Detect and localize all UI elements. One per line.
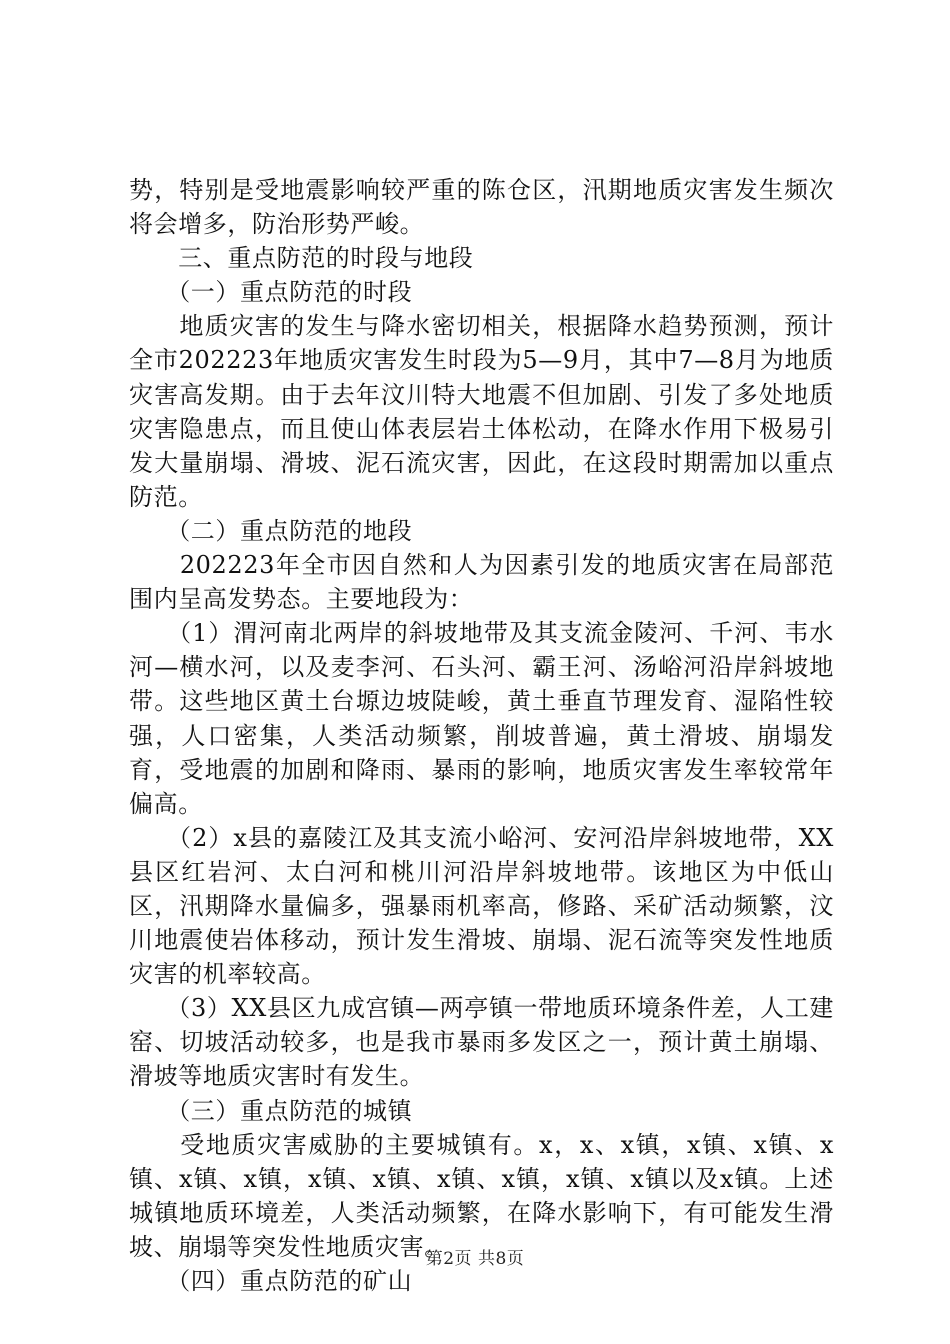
paragraph-time-periods: 地质灾害的发生与降水密切相关，根据降水趋势预测，预计全市202223年地质灾害发生时段为5—9月，其中7—8月为地质灾害高发期。由于去年汶川特大地震不但加剧、引发了多处地质灾害隐患点，而且使山体表层岩土体松动，在降水作用下极易引发大量崩塌、滑坡、泥石流灾害，因此，在这段时期需加以重点防范。 (129, 312, 834, 511)
subsection-heading-3: （三）重点防范的城镇 (129, 1096, 413, 1125)
subsection-heading-2: （二）重点防范的地段 (129, 516, 413, 545)
subsection-heading-1: （一）重点防范的时段 (129, 278, 413, 307)
paragraph-areas-intro: 202223年全市因自然和人为因素引发的地质灾害在局部范围内呈高发势态。主要地段为： (129, 551, 834, 614)
section-heading-3: 三、重点防范的时段与地段 (129, 244, 474, 273)
list-item-area-2: （2）x县的嘉陵江及其支流小峪河、安河沿岸斜坡地带，XX县区红岩河、太白河和桃川河沿岸斜坡地带。该地区为中低山区，汛期降水量偏多，强暴雨机率高，修路、采矿活动频繁，汶川地震使岩体移动，预计发生滑坡、崩塌、泥石流等突发性地质灾害的机率较高。 (129, 823, 834, 989)
subsection-heading-4: （四）重点防范的矿山 (129, 1267, 413, 1295)
paragraph-continuation: 势，特别是受地震影响较严重的陈仓区，汛期地质灾害发生频次将会增多，防治形势严峻。 (129, 176, 834, 239)
document-body (129, 173, 834, 1298)
paragraph-towns: 受地质灾害威胁的主要城镇有。x，x、x镇，x镇、x镇、x镇、x镇、x镇，x镇、x镇、x镇、x镇，x镇、x镇以及x镇。上述城镇地质环境差，人类活动频繁，在降水影响下，有可能发生滑坡、崩塌等突发性地质灾害。 (129, 1130, 834, 1261)
page-number-footer: 第2页 共8页 (425, 1249, 525, 1269)
list-item-area-3: （3）XX县区九成宫镇—两亭镇一带地质环境条件差，人工建窑、切坡活动较多，也是我市暴雨多发区之一，预计黄土崩塌、滑坡等地质灾害时有发生。 (129, 994, 834, 1091)
list-item-area-1: （1）渭河南北两岸的斜坡地带及其支流金陵河、千河、韦水河—横水河，以及麦李河、石头河、霸王河、汤峪河沿岸斜坡地带。这些地区黄土台塬边坡陡峻，黄土垂直节理发育、湿陷性较强，人口密集，人类活动频繁，削坡普遍，黄土滑坡、崩塌发育，受地震的加剧和降雨、暴雨的影响，地质灾害发生率较常年偏高。 (129, 619, 834, 818)
